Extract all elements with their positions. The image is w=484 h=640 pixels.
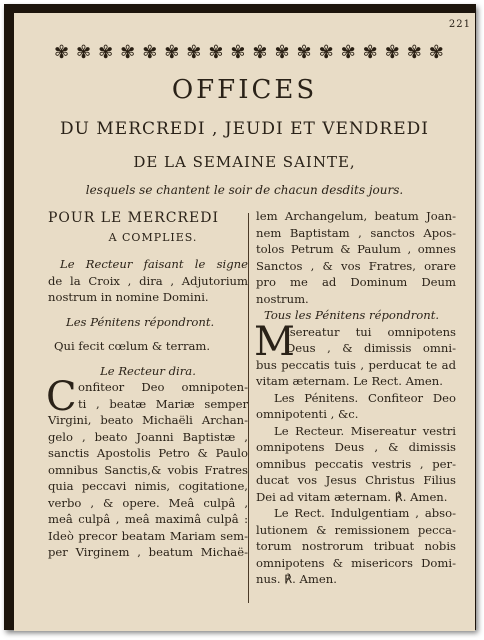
text-line: isereatur tui omnipotens [286, 324, 456, 339]
drop-cap: C [46, 374, 77, 420]
text-line: ti , beatæ Mariæ semper [78, 396, 248, 411]
text-line: de la Croix , dira , Adjutorium [48, 273, 248, 288]
rubric-line: Le Recteur dira. [100, 363, 196, 378]
text-line: verbo , & opere. Meâ culpâ , [48, 495, 248, 510]
text-line: nem Baptistam , sanctos Apos- [256, 225, 456, 240]
page-number: 221 [448, 19, 471, 30]
ornament-flower-icon: ✾ [120, 42, 136, 63]
text-line: tolos Petrum & Paulum , omnes [256, 242, 456, 256]
text-line: sanctis Apostolis Petro & Paulo [48, 446, 248, 460]
rubric-line: Tous les Pénitens répondront. [264, 308, 440, 322]
ornament-flower-icon: ✾ [76, 42, 92, 63]
response-line: Qui fecit cœlum & terram. [54, 339, 211, 353]
ornament-flower-icon: ✾ [164, 42, 180, 63]
text-line: omnipotenti , &c. [256, 407, 359, 421]
page-frame [4, 4, 476, 630]
text-line: onfiteor Deo omnipoten- [78, 380, 248, 394]
ornament-flower-icon: ✾ [252, 42, 268, 63]
text-line: Les Pénitens. Confiteor Deo [274, 390, 456, 405]
ornament-flower-icon: ✾ [406, 42, 422, 63]
text-line: quia peccavi nimis, cogitatione, [48, 479, 248, 493]
text-line: nostrum. [256, 291, 309, 306]
text-line: nus. ℟. Amen. [256, 572, 337, 586]
title-offices: OFFICES [171, 75, 318, 105]
text-line: Le Recteur. Misereatur vestri [274, 423, 456, 438]
text-line: omnibus peccatis vestris , per- [256, 456, 456, 471]
section-subheading: A COMPLIES. [108, 231, 198, 244]
left-column [48, 208, 248, 561]
ornament-flower-icon: ✾ [142, 42, 158, 63]
text-line: lem Archangelum, beatum Joan- [256, 209, 456, 223]
text-line: torum nostrorum tribuat nobis [256, 539, 456, 553]
text-line: omnipotens Deus , & dimissis [256, 440, 456, 454]
text-line: Virgini, beato Michaëli Archan- [48, 413, 248, 427]
title-week: DE LA SEMAINE SAINTE, [133, 153, 356, 171]
ornament-border [54, 41, 444, 65]
ornament-flower-icon: ✾ [54, 42, 70, 63]
text-line: vitam æternam. Le Rect. Amen. [256, 374, 443, 388]
text-line: Sanctos , & vos Fratres, orare [256, 258, 456, 273]
text-line: per Virginem , beatum Michaë- [48, 545, 248, 559]
text-line: Le Recteur faisant le signe [60, 257, 248, 271]
text-line: ducat vos Jesus Christus Filius [256, 473, 456, 487]
ornament-flower-icon: ✾ [362, 42, 378, 63]
ornament-flower-icon: ✾ [230, 42, 246, 63]
title-days: DU MERCREDI , JEUDI ET VENDREDI [60, 119, 429, 139]
drop-cap: M [254, 318, 295, 365]
text-line: bus peccatis tuis , perducat te ad [256, 357, 456, 372]
text-line: gelo , beato Joanni Baptistæ , [48, 429, 248, 444]
text-line: omnipotens & misericors Domi- [256, 555, 456, 570]
text-line: nostrum in nomine Domini. [48, 290, 209, 304]
title-subtitle: lesquels se chantent le soir de chacun desdits jours. [85, 183, 404, 197]
text-line: Deus , & dimissis omni- [286, 341, 456, 355]
text-line: lutionem & remissionem pecca- [256, 522, 456, 537]
ornament-flower-icon: ✾ [296, 42, 312, 63]
ornament-flower-icon: ✾ [318, 42, 334, 63]
book-page [14, 13, 475, 631]
confiteor-paragraph [46, 374, 248, 561]
rubric-line: Les Pénitens répondront. [66, 314, 215, 329]
ornament-flower-icon: ✾ [98, 42, 114, 63]
text-line: meâ culpâ , meâ maximâ culpâ : [48, 512, 248, 526]
section-heading: POUR LE MERCREDI [48, 210, 219, 226]
ornament-flower-icon: ✾ [274, 42, 290, 63]
column-divider [248, 213, 249, 603]
right-column [256, 208, 456, 588]
misereatur-paragraph [254, 318, 456, 390]
text-line: pro me ad Dominum Deum [256, 275, 456, 289]
text-line: Dei ad vitam æternam. ℟. Amen. [256, 489, 448, 504]
ornament-flower-icon: ✾ [340, 42, 356, 63]
text-line: omnibus Sanctis,& vobis Fratres [48, 462, 248, 477]
text-line: Ideò precor beatam Mariam sem- [48, 528, 248, 543]
ornament-flower-icon: ✾ [186, 42, 202, 63]
ornament-flower-icon: ✾ [384, 42, 400, 63]
text-line: Le Rect. Indulgentiam , abso- [274, 506, 456, 520]
paragraph-1 [48, 256, 248, 306]
ornament-flower-icon: ✾ [428, 42, 444, 63]
ornament-flower-icon: ✾ [208, 42, 224, 63]
